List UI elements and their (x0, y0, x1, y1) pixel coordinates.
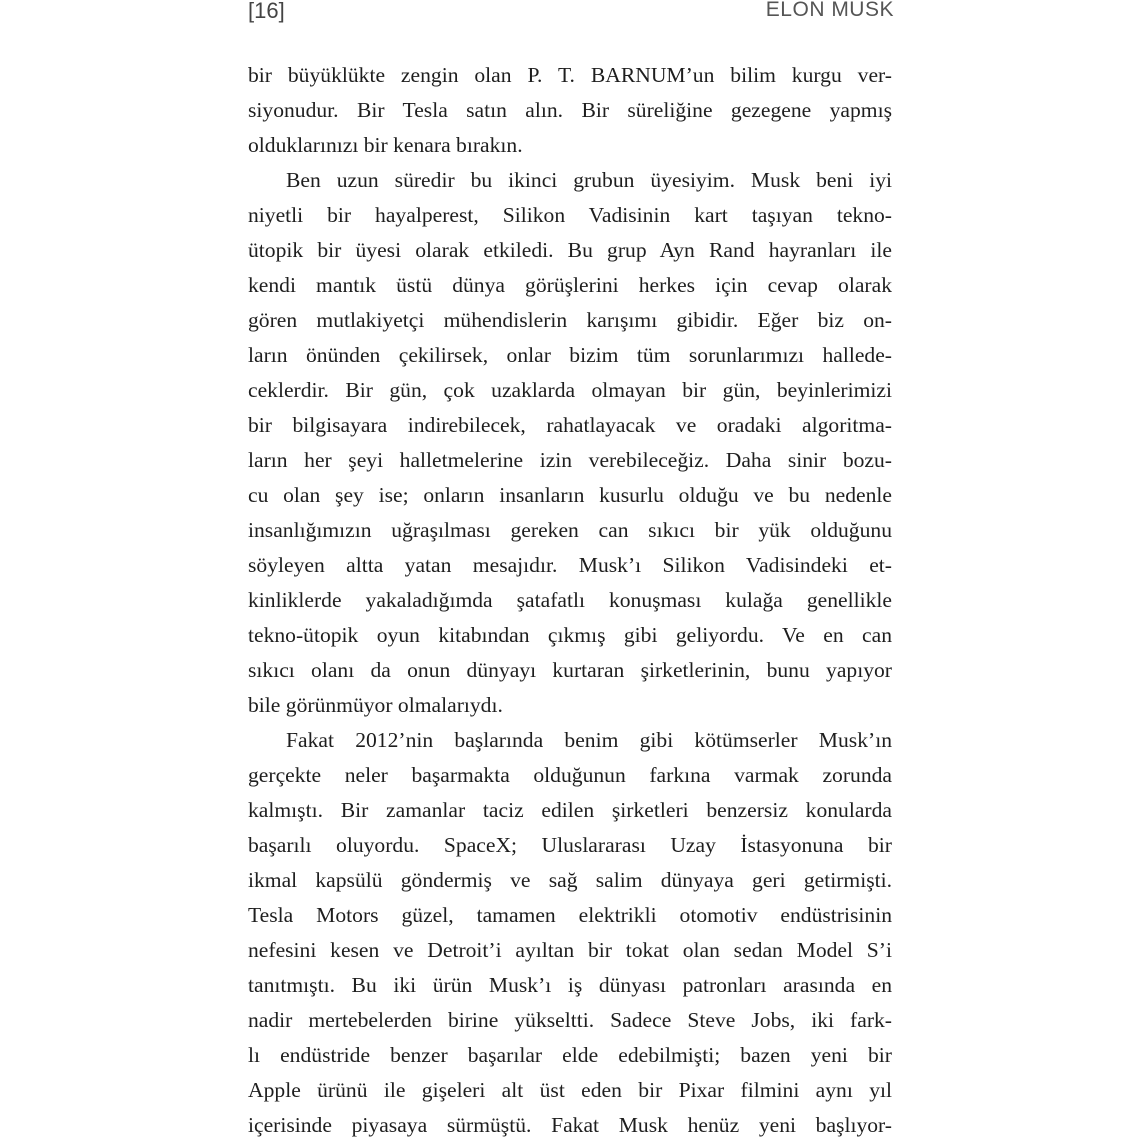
text-line: başarılı oluyordu. SpaceX; Uluslararası Uzay İstasyonuna bir (248, 833, 892, 857)
text-line: kinliklerde yakaladığımda şatafatlı konuşması kulağa genellikle (248, 588, 892, 612)
text-line: cu olan şey ise; onların insanların kusurlu olduğu ve bu nedenle (248, 483, 892, 507)
page-header (248, 0, 894, 28)
text-line: lı endüstride benzer başarılar elde edebilmişti; bazen yeni bir (248, 1043, 892, 1067)
page-number: [16] (248, 0, 285, 23)
text-line: ikmal kapsülü göndermiş ve sağ salim dünyaya geri getirmişti. (248, 868, 892, 892)
text-line: ların her şeyi halletmelerine izin verebileceğiz. Daha sinir bozu- (248, 448, 892, 472)
text-line: Tesla Motors güzel, tamamen elektrikli otomotiv endüstrisinin (248, 903, 892, 927)
text-line: insanlığımızın uğraşılması gereken can sıkıcı bir yük olduğunu (248, 518, 892, 542)
paragraph (248, 58, 892, 163)
running-head: ELON MUSK (765, 0, 894, 21)
text-line: nadir mertebelerden birine yükseltti. Sadece Steve Jobs, iki fark- (248, 1008, 892, 1032)
text-line: ceklerdir. Bir gün, çok uzaklarda olmayan bir gün, beyinlerimizi (248, 378, 892, 402)
text-line: gören mutlakiyetçi mühendislerin karışımı gibidir. Eğer biz on- (248, 308, 892, 332)
text-line: tanıtmıştı. Bu iki ürün Musk’ı iş dünyası patronları arasında en (248, 973, 892, 997)
text-line: bir büyüklükte zengin olan P. T. BARNUM’un bilim kurgu ver- (248, 63, 892, 87)
text-line: ütopik bir üyesi olarak etkiledi. Bu grup Ayn Rand hayranları ile (248, 238, 892, 262)
text-line: tekno-ütopik oyun kitabından çıkmış gibi geliyordu. Ve en can (248, 623, 892, 647)
text-line: bile görünmüyor olmalarıydı. (248, 693, 503, 717)
text-line: Ben uzun süredir bu ikinci grubun üyesiyim. Musk beni iyi (286, 168, 892, 192)
body-text (248, 58, 892, 1143)
text-line: kalmıştı. Bir zamanlar taciz edilen şirketleri benzersiz konularda (248, 798, 892, 822)
paragraph (248, 163, 892, 723)
text-line: içerisinde piyasaya sürmüştü. Fakat Musk henüz yeni başlıyor- (248, 1113, 892, 1137)
text-line: olduklarınızı bir kenara bırakın. (248, 133, 523, 157)
text-line: bir bilgisayara indirebilecek, rahatlayacak ve oradaki algoritma- (248, 413, 892, 437)
text-line: niyetli bir hayalperest, Silikon Vadisinin kart taşıyan tekno- (248, 203, 892, 227)
text-line: Apple ürünü ile gişeleri alt üst eden bir Pixar filmini aynı yıl (248, 1078, 892, 1102)
text-line: söyleyen altta yatan mesajıdır. Musk’ı Silikon Vadisindeki et- (248, 553, 892, 577)
text-line: nefesini kesen ve Detroit’i ayıltan bir tokat olan sedan Model S’i (248, 938, 892, 962)
text-line: sıkıcı olanı da onun dünyayı kurtaran şirketlerinin, bunu yapıyor (248, 658, 892, 682)
text-line: ların önünden çekilirsek, onlar bizim tüm sorunlarımızı hallede- (248, 343, 892, 367)
text-line: gerçekte neler başarmakta olduğunun farkına varmak zorunda (248, 763, 892, 787)
text-line: kendi mantık üstü dünya görüşlerini herkes için cevap olarak (248, 273, 892, 297)
text-line: siyonudur. Bir Tesla satın alın. Bir süreliğine gezegene yapmış (248, 98, 892, 122)
paragraph (248, 723, 892, 1143)
text-line: Fakat 2012’nin başlarında benim gibi kötümserler Musk’ın (286, 728, 892, 752)
